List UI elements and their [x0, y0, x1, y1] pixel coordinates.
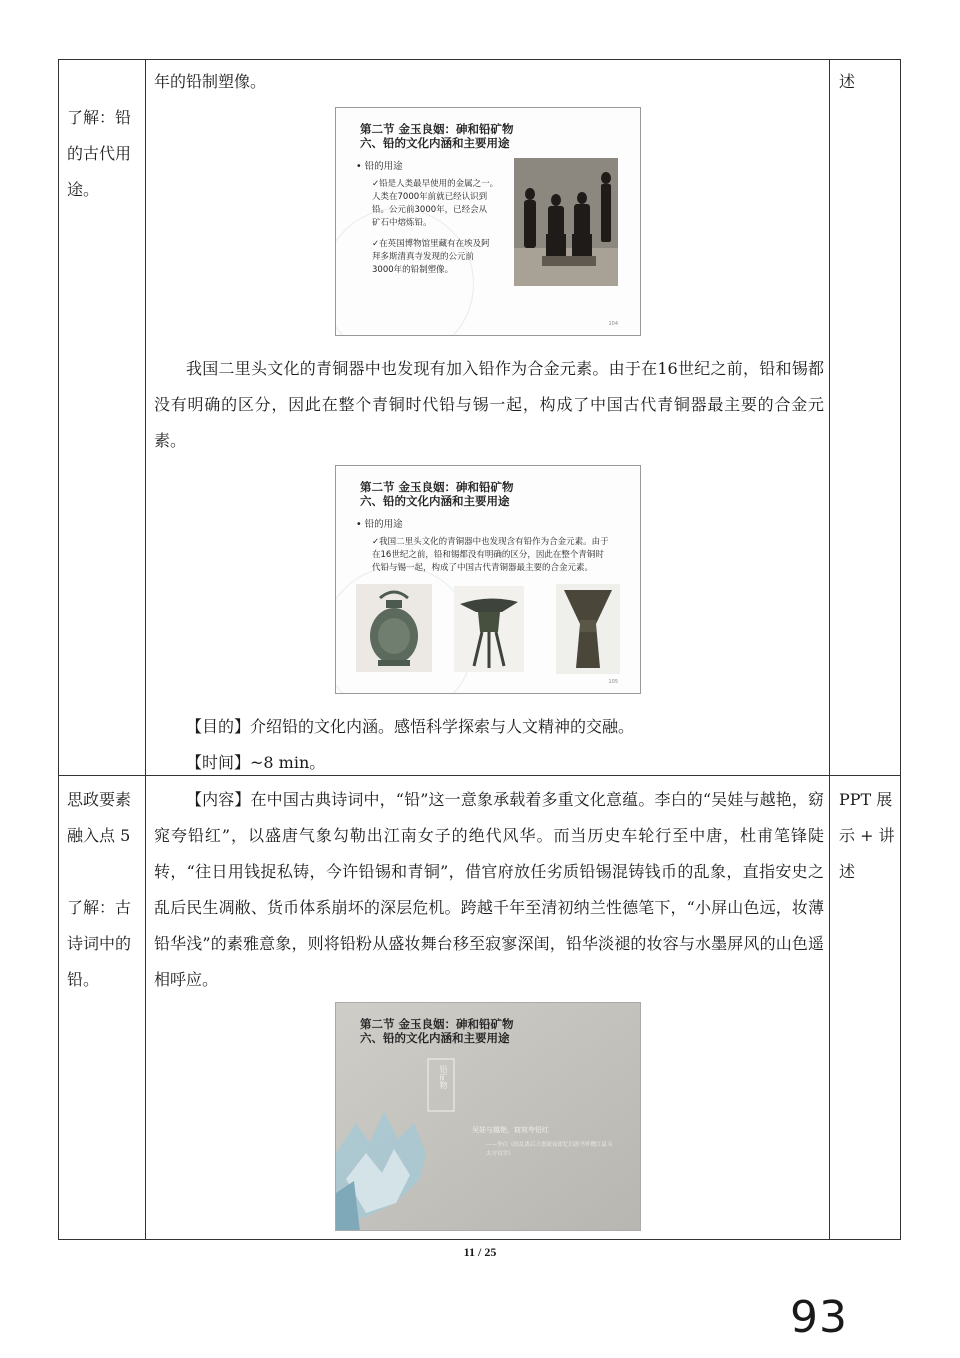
page-number: 11 / 25: [463, 1245, 497, 1259]
slide-title: 第二节 金玉良姻：砷和铅矿物 六、铅的文化内涵和主要用途: [360, 480, 514, 508]
lead-statues-photo: [514, 158, 618, 286]
row2-left-label: 思政要素 融入点 5 了解：古 诗词中的 铅。: [67, 790, 132, 989]
slide-bullet: • 铅的用途: [356, 519, 403, 530]
lesson-table: [58, 59, 901, 1240]
row1-right-label: 述: [839, 72, 856, 91]
row2-right-label: PPT 展 示 + 讲 述: [839, 790, 895, 881]
row1-left-label: 了解：铅 的古代用 途。: [67, 108, 132, 199]
row1-paragraph: 我国二里头文化的青铜器中也发现有加入铅作为合金元素。由于在16世纪之前，铅和锡都没有明确的区分，因此在整个青铜时代铅与锡一起，构成了中国古代青铜器最主要的合金元素。: [154, 359, 824, 450]
slide-page-number: 104: [608, 321, 618, 327]
slide-page-number: 105: [608, 679, 618, 685]
slide-title: 第二节 金玉良姻：砷和铅矿物 六、铅的文化内涵和主要用途: [360, 1017, 514, 1045]
row2-content: 【内容】在中国古典诗词中，“铅”这一意象承载着多重文化意蕴。李白的“吴娃与越艳，窈窕夸铅红”，以盛唐气象勾勒出江南女子的绝代风华。而当历史车轮行至中唐，杜甫笔锋陡转，“往日用钱捉私铸，今许铅锡和青铜”，借官府放任劣质铅锡混铸钱币的乱象，直指安史之乱后民生凋敝、货币体系崩坏的深层危机。跨越千年至清初纳兰性德笔下，“小屏山色远，妆薄铅华浅”的素雅意象，则将铅粉从盛妆舞台移至寂寥深闺，铅华淡褪的妆容与水墨屏风的山色遥相呼应。: [154, 790, 824, 989]
bronze-gu-photo: [556, 584, 620, 674]
bronze-pot-photo: [356, 584, 432, 672]
ppt-slide-lead-statues: [335, 107, 641, 336]
poem-attribution: ——李白《经乱离后天恩流夜郎忆旧游书怀赠江夏韦太守良宰》: [486, 1142, 613, 1157]
slide-bullet: • 铅的用途: [356, 161, 403, 172]
ppt-slide-bronze-vessels: [335, 465, 641, 694]
column-divider: [145, 60, 146, 1239]
seal-text: 铅矿物: [439, 1065, 448, 1089]
slide-sub-bullet: ✓我国二里头文化的青铜器中也发现含有铅作为合金元素。由于 在16世纪之前，铅和锡都没有明确的区分，因此在整个青铜时 代铅与锡一起，构成了中国古代青铜器最主要的合金元素。: [372, 537, 609, 573]
time-line: 【时间】~8 min。: [186, 753, 326, 772]
bronze-jue-photo: [454, 586, 524, 672]
slide-sub-bullet-2: ✓在英国博物馆里藏有在埃及阿 拜多斯清真寺发现的公元前 3000年的铅制塑像。: [372, 239, 490, 275]
column-divider: [829, 60, 830, 1239]
poem-line: 吴娃与越艳，窈窕夸铅红: [472, 1126, 549, 1134]
corner-page-number: 93: [790, 1292, 848, 1343]
purpose-line: 【目的】介绍铅的文化内涵。感悟科学探索与人文精神的交融。: [186, 717, 635, 736]
slide-title: 第二节 金玉良姻：砷和铅矿物 六、铅的文化内涵和主要用途: [360, 122, 514, 150]
ppt-slide-poem: [335, 1002, 641, 1231]
row1-top-line: 年的铅制塑像。: [154, 72, 267, 91]
slide-sub-bullet-1: ✓铅是人类最早使用的金属之一。 人类在7000年前就已经认识到 铅。公元前3000年，已经会从 矿石中熔炼铅。: [372, 179, 499, 228]
